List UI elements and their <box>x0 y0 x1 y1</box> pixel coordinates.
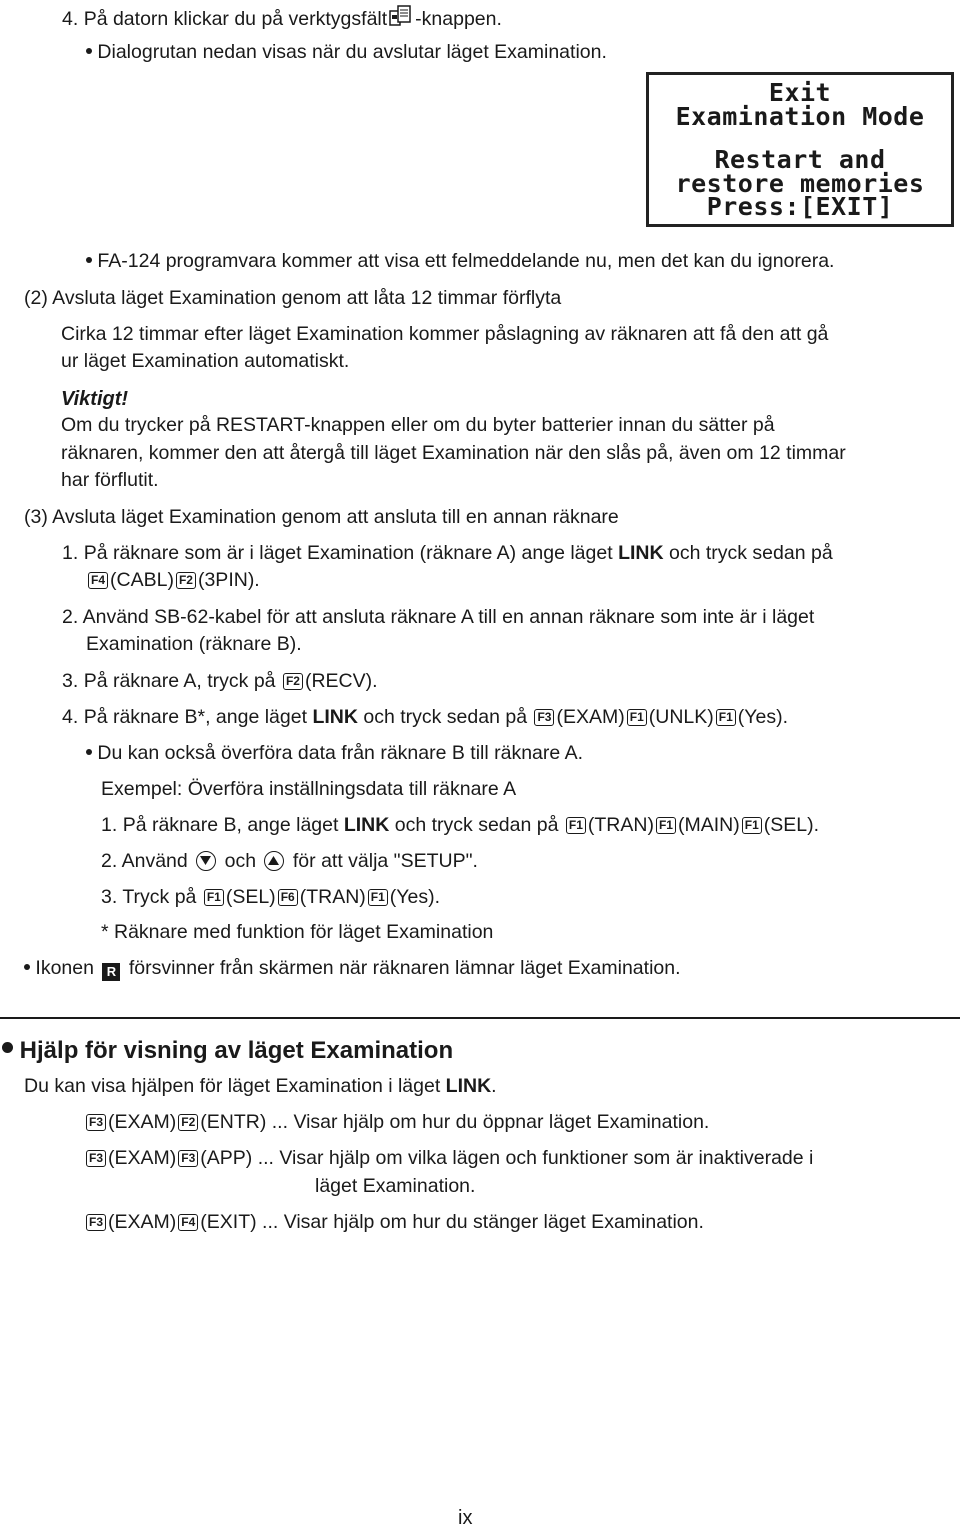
bullet-icon <box>24 964 30 970</box>
down-arrow-icon <box>196 851 216 871</box>
step-text: och tryck sedan på <box>394 814 559 836</box>
step-text: På räknare B*, ange läget <box>83 706 308 728</box>
example-step-1 <box>101 813 819 838</box>
f1-key-icon: F1 <box>716 709 736 726</box>
f3-key-icon: F3 <box>86 1114 106 1131</box>
step-number: 3. <box>62 670 79 692</box>
step-2 <box>62 605 814 630</box>
f6-key-icon: F6 <box>278 889 298 906</box>
link-mode-label: LINK <box>343 814 390 836</box>
help-row-text: (APP) ... Visar hjälp om vilka lägen och funktioner som är inaktiverade i <box>200 1147 814 1169</box>
help-row-2 <box>84 1146 813 1171</box>
important-text: Om du trycker på RESTART-knappen eller om du byter batterier innan du sätter på <box>61 414 775 436</box>
bullet-fa124 <box>86 249 834 274</box>
bullet-text: Ikonen <box>35 957 94 979</box>
section-2-para: ur läget Examination automatiskt. <box>61 350 350 372</box>
help-row-text: (EXIT) ... Visar hjälp om hur du stänger läget Examination. <box>200 1211 704 1233</box>
step-text: och tryck sedan på <box>668 542 833 564</box>
step-text: På räknare A, tryck på <box>83 670 276 692</box>
help-row-text: (ENTR) ... Visar hjälp om hur du öppnar läget Examination. <box>200 1111 710 1133</box>
bullet-icon <box>86 749 92 755</box>
step-number: 2. <box>101 850 118 872</box>
exam-mode-icon: R <box>102 963 120 981</box>
key-label: (EXAM) <box>108 1111 177 1133</box>
step-text: Använd <box>121 850 188 872</box>
example-step-2 <box>101 849 478 874</box>
key-label: (TRAN) <box>299 886 366 908</box>
key-label: (SEL). <box>763 814 820 836</box>
key-label: (UNLK) <box>648 706 714 728</box>
key-label: (MAIN) <box>677 814 740 836</box>
step-1-keys <box>86 568 260 593</box>
step-text: för att välja "SETUP". <box>292 850 478 872</box>
bullet-icon <box>86 48 92 54</box>
step-text: Använd SB-62-kabel för att ansluta räknare A till en annan räknare som inte är i läget <box>82 606 815 628</box>
bullet-transfer <box>86 741 583 766</box>
step-text: och <box>224 850 257 872</box>
screen-line: restore memories <box>675 168 925 198</box>
f1-key-icon: F1 <box>566 817 586 834</box>
help-row-1 <box>84 1110 709 1135</box>
f1-key-icon: F1 <box>742 817 762 834</box>
f1-key-icon: F1 <box>656 817 676 834</box>
help-intro-text: Du kan visa hjälpen för läget Examination i läget <box>24 1075 441 1097</box>
step-text-suffix: -knappen. <box>415 8 502 30</box>
help-row-3 <box>84 1210 704 1235</box>
heading-bullet-icon <box>2 1042 13 1053</box>
f3-key-icon: F3 <box>86 1150 106 1167</box>
f3-key-icon: F3 <box>178 1150 198 1167</box>
screen-line: Restart and <box>714 145 886 174</box>
step-text: På datorn klickar du på verktygsfält <box>83 8 388 30</box>
important-text: räknaren, kommer den att återgå till läget Examination när den slås på, även om 12 timmar <box>61 442 846 464</box>
f2-key-icon: F2 <box>176 572 196 589</box>
help-heading-text: Hjälp för visning av läget Examination <box>19 1037 454 1064</box>
f1-key-icon: F1 <box>204 889 224 906</box>
screen-line: Examination Mode <box>675 101 925 131</box>
step-1 <box>62 541 833 566</box>
footnote: * Räknare med funktion för läget Examination <box>101 921 494 943</box>
step-text: Tryck på <box>122 886 197 908</box>
help-row-2-cont: läget Examination. <box>315 1175 476 1197</box>
step-text: och tryck sedan på <box>363 706 528 728</box>
page-number: ix <box>458 1507 473 1529</box>
key-label: (CABL) <box>110 569 174 591</box>
toolbar-icon <box>389 5 413 34</box>
section-3-heading: (3) Avsluta läget Examination genom att ansluta till en annan räknare <box>24 506 619 528</box>
step-4 <box>62 705 788 730</box>
screen-line: Press:[EXIT] <box>706 192 894 221</box>
f2-key-icon: F2 <box>283 673 303 690</box>
f1-key-icon: F1 <box>368 889 388 906</box>
step-number: 3. <box>101 886 118 908</box>
section-2-para: Cirka 12 timmar efter läget Examination kommer påslagning av räknaren att få den att gå <box>61 323 829 345</box>
key-label: (SEL) <box>225 886 276 908</box>
key-label: (EXAM) <box>108 1211 177 1233</box>
up-arrow-icon <box>264 851 284 871</box>
key-label: (3PIN). <box>197 569 260 591</box>
step-number: 2. <box>62 606 79 628</box>
step-4-line <box>62 5 502 34</box>
key-label: (EXAM) <box>108 1147 177 1169</box>
step-2-cont: Examination (räknare B). <box>86 633 302 655</box>
step-number: 4. <box>62 8 79 30</box>
bullet-text: Du kan också överföra data från räknare B till räknare A. <box>97 742 583 764</box>
section-divider <box>0 1017 960 1019</box>
help-intro <box>24 1074 497 1099</box>
f3-key-icon: F3 <box>86 1214 106 1231</box>
step-text: På räknare som är i läget Examination (räknare A) ange läget <box>83 542 613 564</box>
key-label: (TRAN) <box>587 814 654 836</box>
bullet-text: försvinner från skärmen när räknaren lämnar läget Examination. <box>128 957 681 979</box>
important-text: har förflutit. <box>61 469 159 491</box>
help-heading <box>2 1035 453 1066</box>
step-number: 1. <box>62 542 79 564</box>
bullet-dialog <box>86 40 607 65</box>
key-label: (Yes). <box>737 706 788 728</box>
f1-key-icon: F1 <box>627 709 647 726</box>
step-text: På räknare B, ange läget <box>122 814 339 836</box>
example-heading: Exempel: Överföra inställningsdata till räknare A <box>101 778 517 800</box>
step-number: 1. <box>101 814 118 836</box>
link-mode-label: LINK <box>312 706 358 728</box>
f3-key-icon: F3 <box>534 709 554 726</box>
screen-line: Exit <box>768 78 832 107</box>
f4-key-icon: F4 <box>178 1214 198 1231</box>
example-step-3 <box>101 885 440 910</box>
help-intro-text: . <box>491 1075 497 1097</box>
section-2-heading: (2) Avsluta läget Examination genom att låta 12 timmar förflyta <box>24 287 562 309</box>
key-label: (Yes). <box>389 886 441 908</box>
f2-key-icon: F2 <box>178 1114 198 1131</box>
bullet-icon-note <box>24 956 681 981</box>
step-number: 4. <box>62 706 79 728</box>
bullet-text: Dialogrutan nedan visas när du avslutar läget Examination. <box>97 41 607 63</box>
f4-key-icon: F4 <box>88 572 108 589</box>
link-mode-label: LINK <box>445 1075 492 1097</box>
bullet-text: FA-124 programvara kommer att visa ett felmeddelande nu, men det kan du ignorera. <box>97 250 835 272</box>
bullet-icon <box>86 257 92 263</box>
important-label: Viktigt! <box>61 388 129 410</box>
key-label: (EXAM) <box>556 706 625 728</box>
calculator-screen <box>646 72 954 227</box>
link-mode-label: LINK <box>618 542 664 564</box>
step-3 <box>62 669 378 694</box>
key-label: (RECV). <box>304 670 378 692</box>
